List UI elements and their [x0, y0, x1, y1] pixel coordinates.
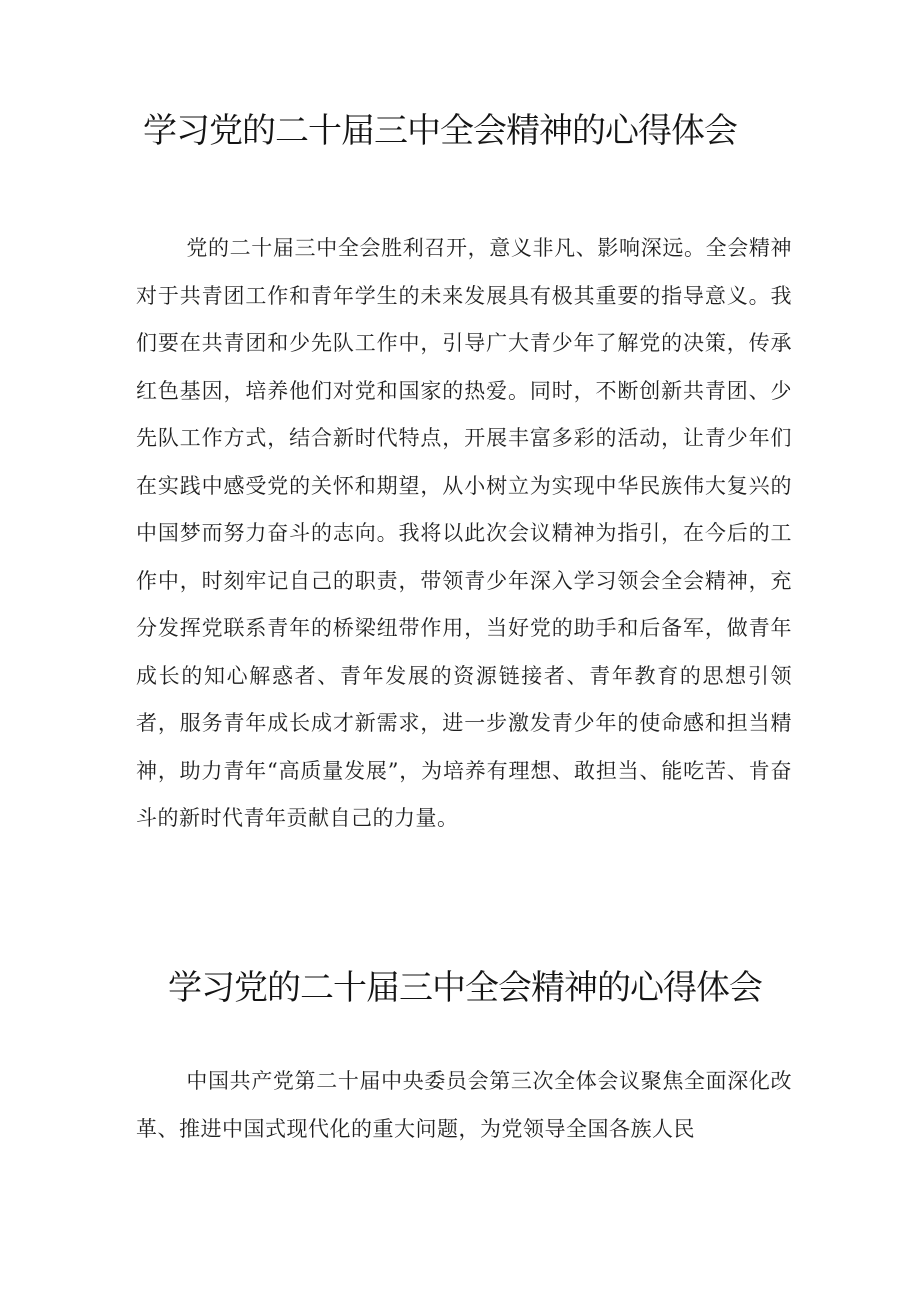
- section-2-body: 中国共产党第二十届中央委员会第三次全体会议聚焦全面深化改革、推进中国式现代化的重大问题，为党领导全国各族人民: [136, 1069, 792, 1141]
- section-1-body: 党的二十届三中全会胜利召开，意义非凡、影响深远。全会精神对于共青团工作和青年学生的未来发展具有极其重要的指导意义。我们要在共青团和少先队工作中，引导广大青少年了解党的决策，传承红色基因，培养他们对党和国家的热爱。同时，不断创新共青团、少先队工作方式，结合新时代特点，开展丰富多彩的活动，让青少年们在实践中感受党的关怀和期望，从小树立为实现中华民族伟大复兴的中国梦而努力奋斗的志向。我将以此次会议精神为指引，在今后的工作中，时刻牢记自己的职责，带领青少年深入学习领会全会精神，充分发挥党联系青年的桥梁纽带作用，当好党的助手和后备军，做青年成长的知心解惑者、青年发展的资源链接者、青年教育的思想引领者，服务青年成长成才新需求，进一步激发青少年的使命感和担当精神，助力青年“高质量发展”，为培养有理想、敢担当、能吃苦、肯奋斗的新时代青年贡献自己的力量。: [136, 236, 792, 830]
- section-1-title: 学习党的二十届三中全会精神的心得体会: [143, 111, 737, 151]
- section-2-title: 学习党的二十届三中全会精神的心得体会: [168, 968, 762, 1008]
